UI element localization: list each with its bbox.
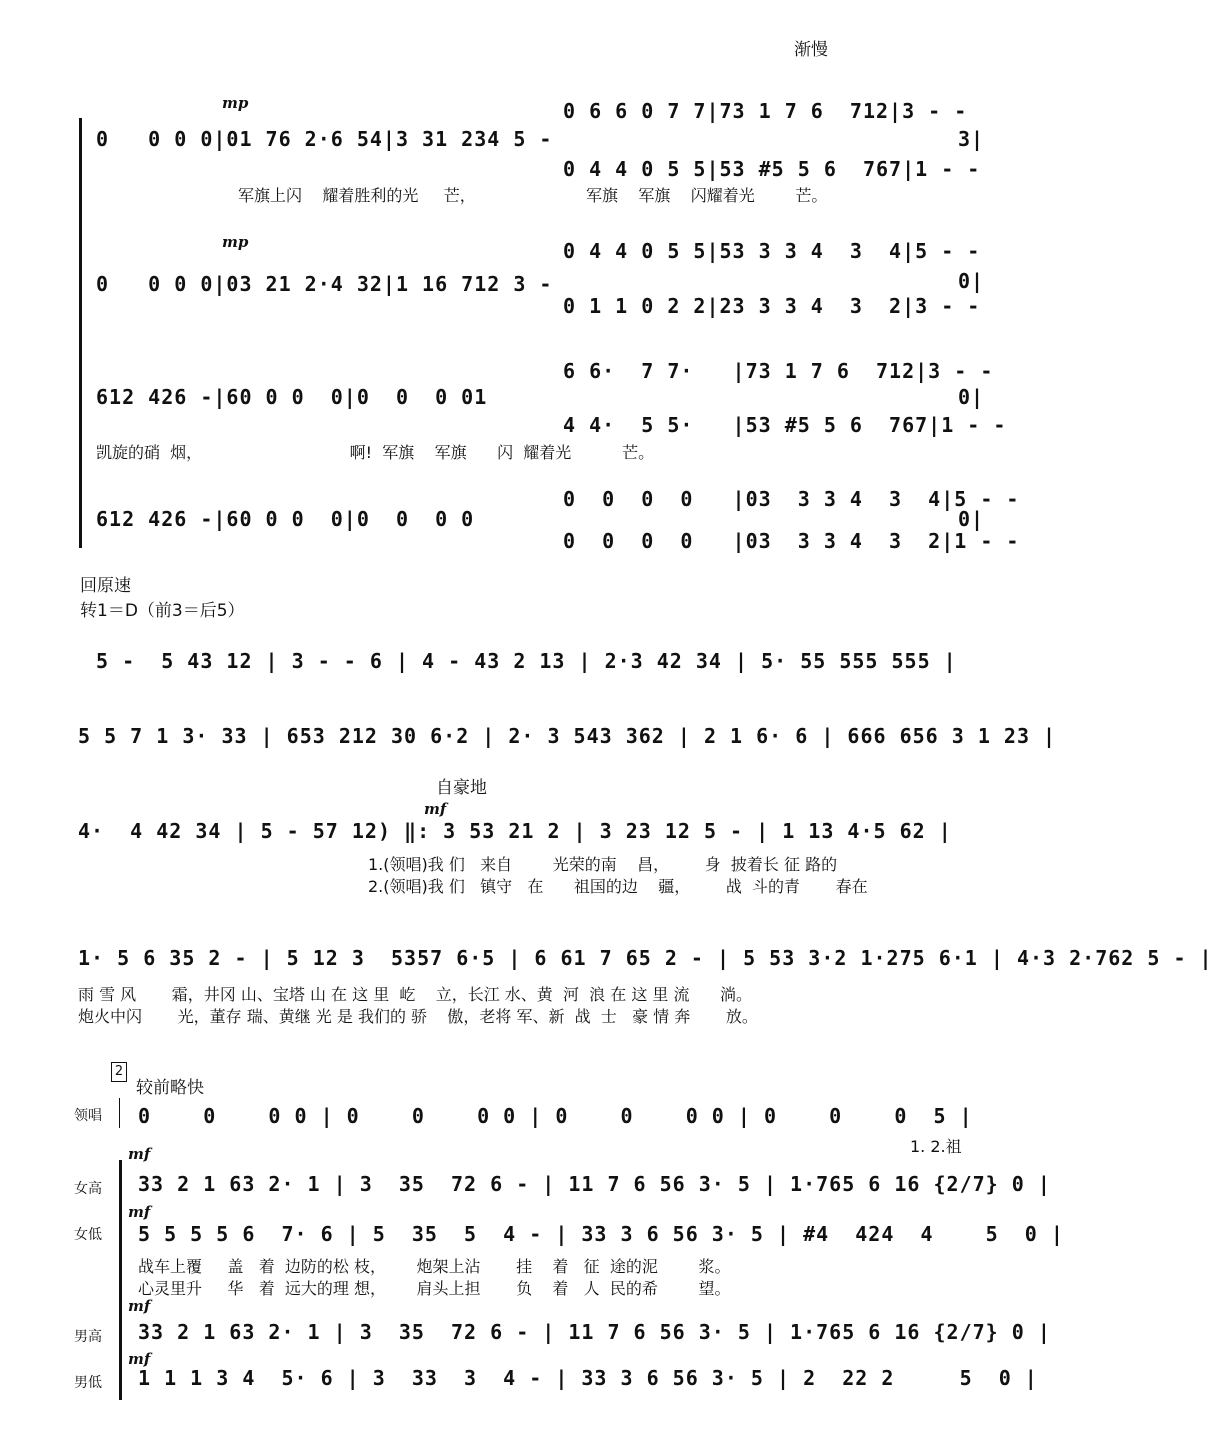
verse2-lyric: 2.(领唱)我 们 镇守 在 祖国的边 疆， 战 斗的青 春在	[368, 877, 868, 896]
staff4-main-notes: 612 426 -|60 0 0 0|0 0 0 0	[96, 507, 475, 531]
line4-lyric-a: 雨 雪 风 霜，井冈 山、宝塔 山 在 这 里 屹 立，长江 水、黄 河 浪 在 这 里 流 淌。	[78, 985, 753, 1004]
staff1-end: 3|	[958, 127, 985, 151]
voice-label-tenor: 男高	[74, 1329, 102, 1345]
dynamic-mf-section2: mf	[424, 800, 447, 818]
staff3-lower-notes: 4 4· 5 5· |53 #5 5 6 767|1 - -	[563, 413, 1007, 437]
staff3-main-notes: 612 426 -|60 0 0 0|0 0 0 01	[96, 385, 488, 409]
section3-lyric-2: 心灵里升 华 着 远大的理 想， 肩头上担 负 着 人 民的希 望。	[138, 1279, 731, 1298]
verse1-lyric: 1.(领唱)我 们 来自 光荣的南 昌， 身 披着长 征 路的	[368, 855, 838, 874]
dynamic-mf-tenor: mf	[128, 1297, 151, 1315]
system1-bracket	[79, 118, 82, 548]
soloist-notes: 0 0 0 0 | 0 0 0 0 | 0 0 0 0 | 0 0 0 5 |	[138, 1104, 973, 1128]
alto-notes: 5 5 5 5 6 7· 6 | 5 35 5 4 - | 33 3 6 56 3· 5 | #4 424 4 5 0 |	[138, 1222, 1064, 1246]
melody-line-4: 1· 5 6 35 2 - | 5 12 3 5357 6·5 | 6 61 7 65 2 - | 5 53 3·2 1·275 6·1 | 4·3 2·762 5 - |	[78, 946, 1213, 970]
staff3-lyric: 凯旋的硝 烟， 啊! 军旗 军旗 闪 耀着光 芒。	[96, 443, 655, 462]
staff2-upper-notes: 0 4 4 0 5 5|53 3 3 4 3 4|5 - -	[563, 239, 981, 263]
melody-line-3: 4· 4 42 34 | 5 - 57 12) ‖: 3 53 21 2 | 3 23 12 5 - | 1 13 4·5 62 |	[78, 819, 952, 843]
section3-lyric-1: 战车上覆 盖 着 边防的松 枝， 炮架上沾 挂 着 征 途的泥 浆。	[138, 1257, 731, 1276]
voice-label-soprano: 女高	[74, 1181, 102, 1197]
soloist-line	[119, 1098, 120, 1128]
ending-lyric: 1. 2.祖	[910, 1137, 962, 1156]
dynamic-mp-2: mp	[222, 233, 249, 251]
dynamic-mf-soprano: mf	[128, 1145, 151, 1163]
tempo-faster: 较前略快	[136, 1078, 204, 1098]
voice-label-alto: 女低	[74, 1227, 102, 1243]
voice-label-bass: 男低	[74, 1375, 102, 1391]
staff1-upper-notes: 0 6 6 0 7 7|73 1 7 6 712|3 - -	[563, 99, 968, 123]
tempo-a-tempo: 回原速	[80, 576, 131, 596]
line4-lyric-b: 炮火中闪 光，董存 瑞、黄继 光 是 我们的 骄 傲，老将 军、新 战 士 豪 情 奔 放。	[78, 1007, 758, 1026]
tenor-notes: 33 2 1 63 2· 1 | 3 35 72 6 - | 11 7 6 56 3· 5 | 1·765 6 16 {2/7} 0 |	[138, 1320, 1051, 1344]
staff3-upper-notes: 6 6· 7 7· |73 1 7 6 712|3 - -	[563, 359, 994, 383]
staff2-lower-notes: 0 1 1 0 2 2|23 3 3 4 3 2|3 - -	[563, 294, 981, 318]
staff1-lyric-left: 军旗上闪 耀着胜利的光 芒，	[238, 186, 476, 205]
melody-line-2: 5 5 7 1 3· 33 | 653 212 30 6·2 | 2· 3 543 362 | 2 1 6· 6 | 666 656 3 1 23 |	[78, 724, 1057, 748]
melody-line-1: 5 - 5 43 12 | 3 - - 6 | 4 - 43 2 13 | 2·3 42 34 | 5· 55 555 555 |	[96, 649, 957, 673]
staff1-lower-notes: 0 4 4 0 5 5|53 #5 5 6 767|1 - -	[563, 157, 981, 181]
staff4-end: 0|	[958, 507, 985, 531]
staff4-lower-notes: 0 0 0 0 |03 3 3 4 3 2|1 - -	[563, 529, 1020, 553]
expression-mark: 自豪地	[436, 778, 487, 798]
chorus-bracket	[119, 1160, 122, 1400]
dynamic-mf-alto: mf	[128, 1203, 151, 1221]
rehearsal-mark-box: 2	[111, 1062, 127, 1082]
staff2-main-notes: 0 0 0 0|03 21 2·4 32|1 16 712 3 -	[96, 272, 553, 296]
staff1-main-notes: 0 0 0 0|01 76 2·6 54|3 31 234 5 -	[96, 127, 553, 151]
key-change: 转1＝D（前3＝后5）	[80, 601, 245, 621]
tempo-mark-rit: 渐慢	[794, 40, 828, 60]
bass-notes: 1 1 1 3 4 5· 6 | 3 33 3 4 - | 33 3 6 56 3· 5 | 2 22 2 5 0 |	[138, 1366, 1038, 1390]
dynamic-mp-1: mp	[222, 94, 249, 112]
dynamic-mf-bass: mf	[128, 1350, 151, 1368]
voice-label-soloist: 领唱	[74, 1108, 102, 1124]
staff2-end: 0|	[958, 269, 985, 293]
staff4-upper-notes: 0 0 0 0 |03 3 3 4 3 4|5 - -	[563, 487, 1020, 511]
staff1-lyric-right: 军旗 军旗 闪耀着光 芒。	[586, 186, 828, 205]
staff3-end: 0|	[958, 385, 985, 409]
soprano-notes: 33 2 1 63 2· 1 | 3 35 72 6 - | 11 7 6 56 3· 5 | 1·765 6 16 {2/7} 0 |	[138, 1172, 1051, 1196]
